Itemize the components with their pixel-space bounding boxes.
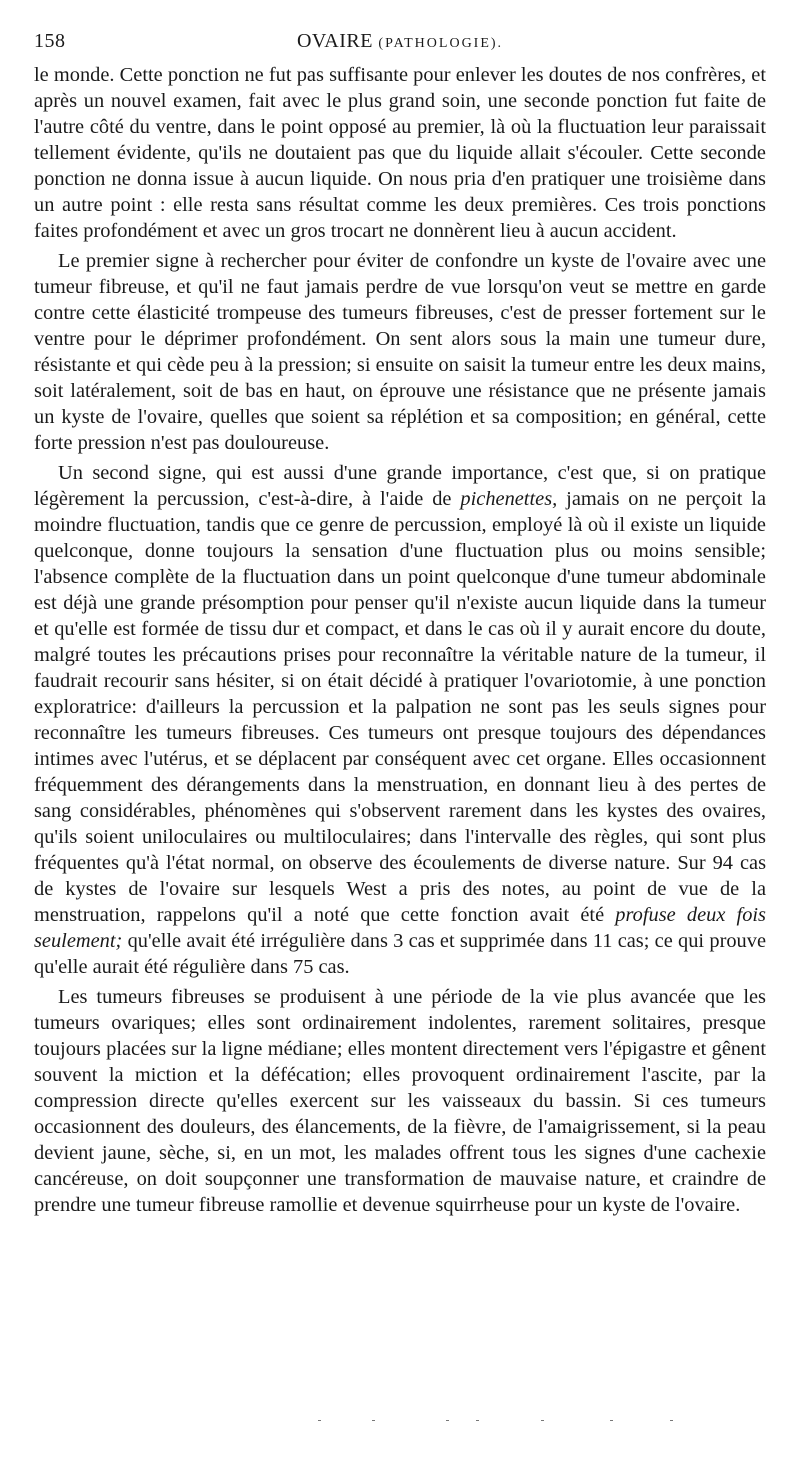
running-title-subtitle: (PATHOLOGIE).: [378, 36, 504, 51]
paragraph: [34, 248, 766, 456]
text-run: le monde. Cette ponction ne fut pas suffisante pour enlever les doutes de nos confrères, et après un nouvel examen, fait avec le plus grand soin, une seconde ponction fut faite de l'autre côté du ventre, dans le point opposé au premier, là où la fluctuation leur paraissait tellement évidente, qu'ils ne doutaient pas que du liquide allait s'écouler. Cette seconde ponction ne donna issue à aucun liquide. On nous pria d'en pratiquer une troisième dans un autre point : elle resta sans résultat comme les deux premières. Ces trois ponctions faites profondément et avec un gros trocart ne donnèrent lieu à aucun accident.: [34, 64, 766, 242]
body-text: [34, 62, 766, 1218]
text-run: Le premier signe à rechercher pour éviter de confondre un kyste de l'ovaire avec une tumeur fibreuse, et qu'il ne faut jamais perdre de vue lorsqu'on veut se mettre en garde contre cette élasticité trompeuse des tumeurs fibreuses, c'est de presser fortement sur le ventre pour le déprimer profondément. On sent alors sous la main une tumeur dure, résistante et qui cède peu à la pression; si ensuite on saisit la tumeur entre les deux mains, soit latéralement, soit de bas en haut, on éprouve une résistance que ne présente jamais un kyste de l'ovaire, quelles que soient sa réplétion et sa composition; en général, cette forte pression n'est pas douloureuse.: [34, 250, 766, 454]
text-run: qu'elle avait été irrégulière dans 3 cas et supprimée dans 11 cas; ce qui prouve qu'elle aurait été régulière dans 75 cas.: [34, 930, 766, 978]
italic-text: profuse deux fois seulement;: [34, 904, 766, 952]
text-run: Un second signe, qui est aussi d'une grande importance, c'est que, si on pratique légèrement la percussion, c'est-à-dire, à l'aide de: [34, 462, 766, 510]
running-head: [34, 26, 766, 60]
text-run: jamais on ne perçoit la moindre fluctuation, tandis que ce genre de percussion, employé là où il existe un liquide quelconque, donne toujours la sensation d'une fluctuation plus ou moins sensible; l'absence complète de la fluctuation dans un point quelconque d'une tumeur abdominale est déjà une grande présomption pour penser qu'il n'existe aucun liquide dans la tumeur et qu'elle est formée de tissu dur et compact, et dans le cas où il y aurait encore du doute, malgré toutes les précautions prises pour reconnaître la véritable nature de la tumeur, il faudrait recourir sans hésiter, si on était décidé à pratiquer l'ovariotomie, à une ponction exploratrice: d'ailleurs la percussion et la palpation ne sont pas les seuls signes pour reconnaître les tumeurs fibreuses. Ces tumeurs ont presque toujours des dépendances intimes avec l'utérus, et se déplacent par conséquent avec cet organe. Elles occasionnent fréquemment des dérangements dans la menstruation, en donnant lieu à des pertes de sang considérables, phénomènes qui s'observent rarement dans les kystes des ovaires, qu'ils soient uniloculaires ou multiloculaires; dans l'intervalle des règles, qui sont plus fréquentes qu'à l'état normal, on observe des écoulements de diverse nature. Sur 94 cas de kystes de l'ovaire sur lesquels West a pris des notes, au point de vue de la menstruation, rappelons qu'il a noté que cette fonction avait été: [34, 488, 766, 926]
page-number: 158: [34, 30, 66, 52]
running-title-main: OVAIRE: [296, 30, 373, 52]
paragraph: [34, 460, 766, 980]
paragraph: [34, 984, 766, 1218]
paragraph: [34, 62, 766, 244]
text-run: Les tumeurs fibreuses se produisent à une période de la vie plus avancée que les tumeurs ovariques; elles sont ordinairement indolentes, rarement solitaires, presque toujours placées sur la ligne médiane; elles montent directement vers l'épigastre et gênent souvent la miction et la défécation; elles provoquent ordinairement l'ascite, par la compression directe qu'elles exercent sur les vaisseaux du bassin. Si ces tumeurs occasionnent des douleurs, des élancements, de la fièvre, de l'amaigrissement, si la peau devient jaune, sèche, si, en un mot, les malades offrent tous les signes d'une cachexie cancéreuse, on doit soupçonner une transformation de mauvaise nature, et craindre de prendre une tumeur fibreuse ramollie et devenue squirrheuse pour un kyste de l'ovaire.: [34, 986, 766, 1216]
scan-marks: [0, 1420, 800, 1430]
italic-text: pichenettes,: [460, 488, 558, 510]
running-title: [34, 30, 766, 53]
book-page: [34, 26, 766, 1222]
